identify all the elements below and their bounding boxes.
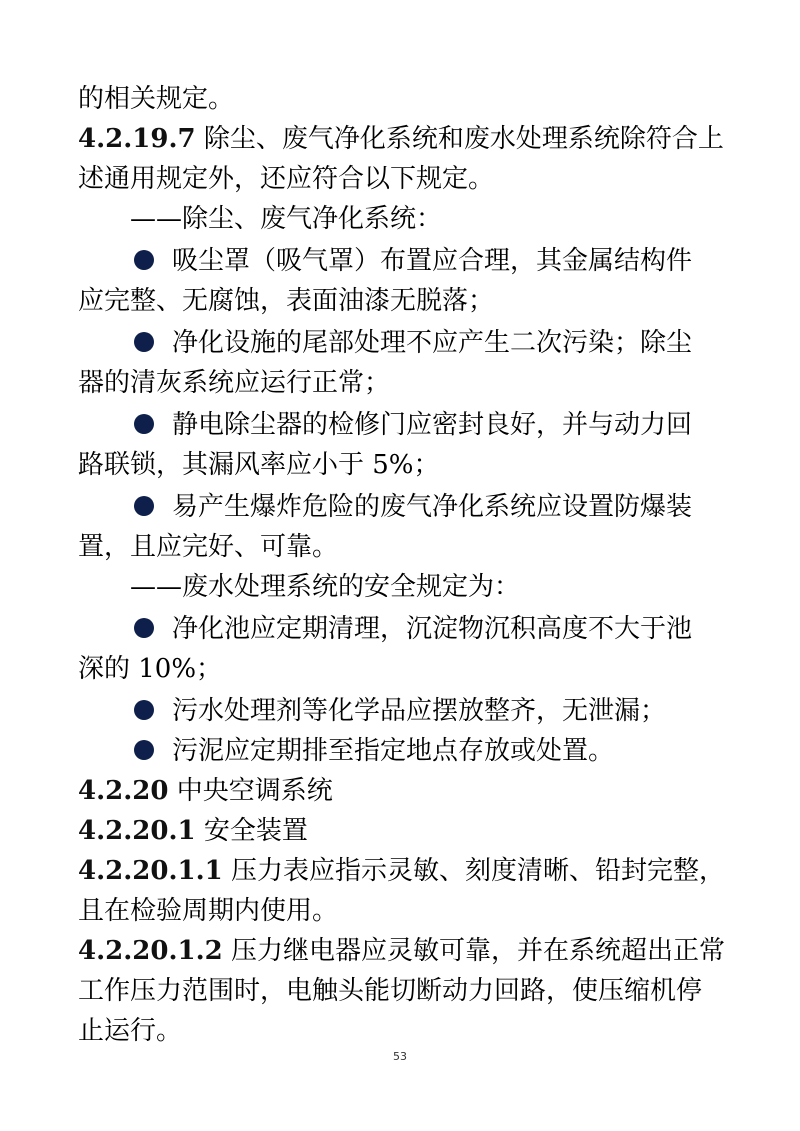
clause-4-2-19-7: 4.2.19.7 除尘、废气净化系统和废水处理系统除符合上 <box>78 124 724 154</box>
bullet-icon <box>134 700 154 720</box>
page-number: 53 <box>393 1050 407 1063</box>
bullet-icon <box>134 496 154 516</box>
bullet-icon <box>134 250 154 270</box>
text-line: 器的清灰系统应运行正常； <box>78 368 391 398</box>
sub-heading-dust: ——除尘、废气净化系统： <box>130 204 443 234</box>
bullet-item: 静电除尘器的检修门应密封良好，并与动力回 <box>134 408 738 442</box>
clause-number: 4.2.20.1 <box>78 816 196 846</box>
bullet-item: 易产生爆炸危险的废气净化系统应设置防爆装 <box>134 490 738 524</box>
text-line: 深的 10%； <box>78 654 223 684</box>
section-4-2-20-1: 4.2.20.1 安全装置 <box>78 816 308 846</box>
bullet-icon <box>134 740 154 760</box>
text-line: 且在检验周期内使用。 <box>78 896 339 926</box>
text-line: 置，且应完好、可靠。 <box>78 532 339 562</box>
bullet-item: 污水处理剂等化学品应摆放整齐，无泄漏； <box>134 694 738 728</box>
clause-number: 4.2.20 <box>78 776 169 806</box>
bullet-item: 吸尘罩（吸气罩）布置应合理，其金属结构件 <box>134 244 738 278</box>
clause-number: 4.2.19.7 <box>78 124 196 154</box>
bullet-item: 净化设施的尾部处理不应产生二次污染；除尘 <box>134 326 738 360</box>
section-4-2-20: 4.2.20 中央空调系统 <box>78 776 333 806</box>
bullet-icon <box>134 414 154 434</box>
text-line: 工作压力范围时，电触头能切断动力回路，使压缩机停 <box>78 976 703 1006</box>
clause-4-2-20-1-2: 4.2.20.1.2 压力继电器应灵敏可靠，并在系统超出正常 <box>78 936 726 966</box>
clause-number: 4.2.20.1.2 <box>78 936 223 966</box>
text-line: 应完整、无腐蚀，表面油漆无脱落； <box>78 286 495 316</box>
text-line: 路联锁，其漏风率应小于 5%； <box>78 450 440 480</box>
text-line: 的相关规定。 <box>78 84 235 114</box>
bullet-icon <box>134 332 154 352</box>
bullet-item: 净化池应定期清理，沉淀物沉积高度不大于池 <box>134 612 738 646</box>
sub-heading-wastewater: ——废水处理系统的安全规定为： <box>130 572 521 602</box>
text-line: 述通用规定外，还应符合以下规定。 <box>78 164 495 194</box>
clause-4-2-20-1-1: 4.2.20.1.1 压力表应指示灵敏、刻度清晰、铅封完整， <box>78 856 726 886</box>
bullet-item: 污泥应定期排至指定地点存放或处置。 <box>134 734 738 768</box>
bullet-icon <box>134 618 154 638</box>
clause-number: 4.2.20.1.1 <box>78 856 223 886</box>
text-line: 止运行。 <box>78 1016 183 1046</box>
